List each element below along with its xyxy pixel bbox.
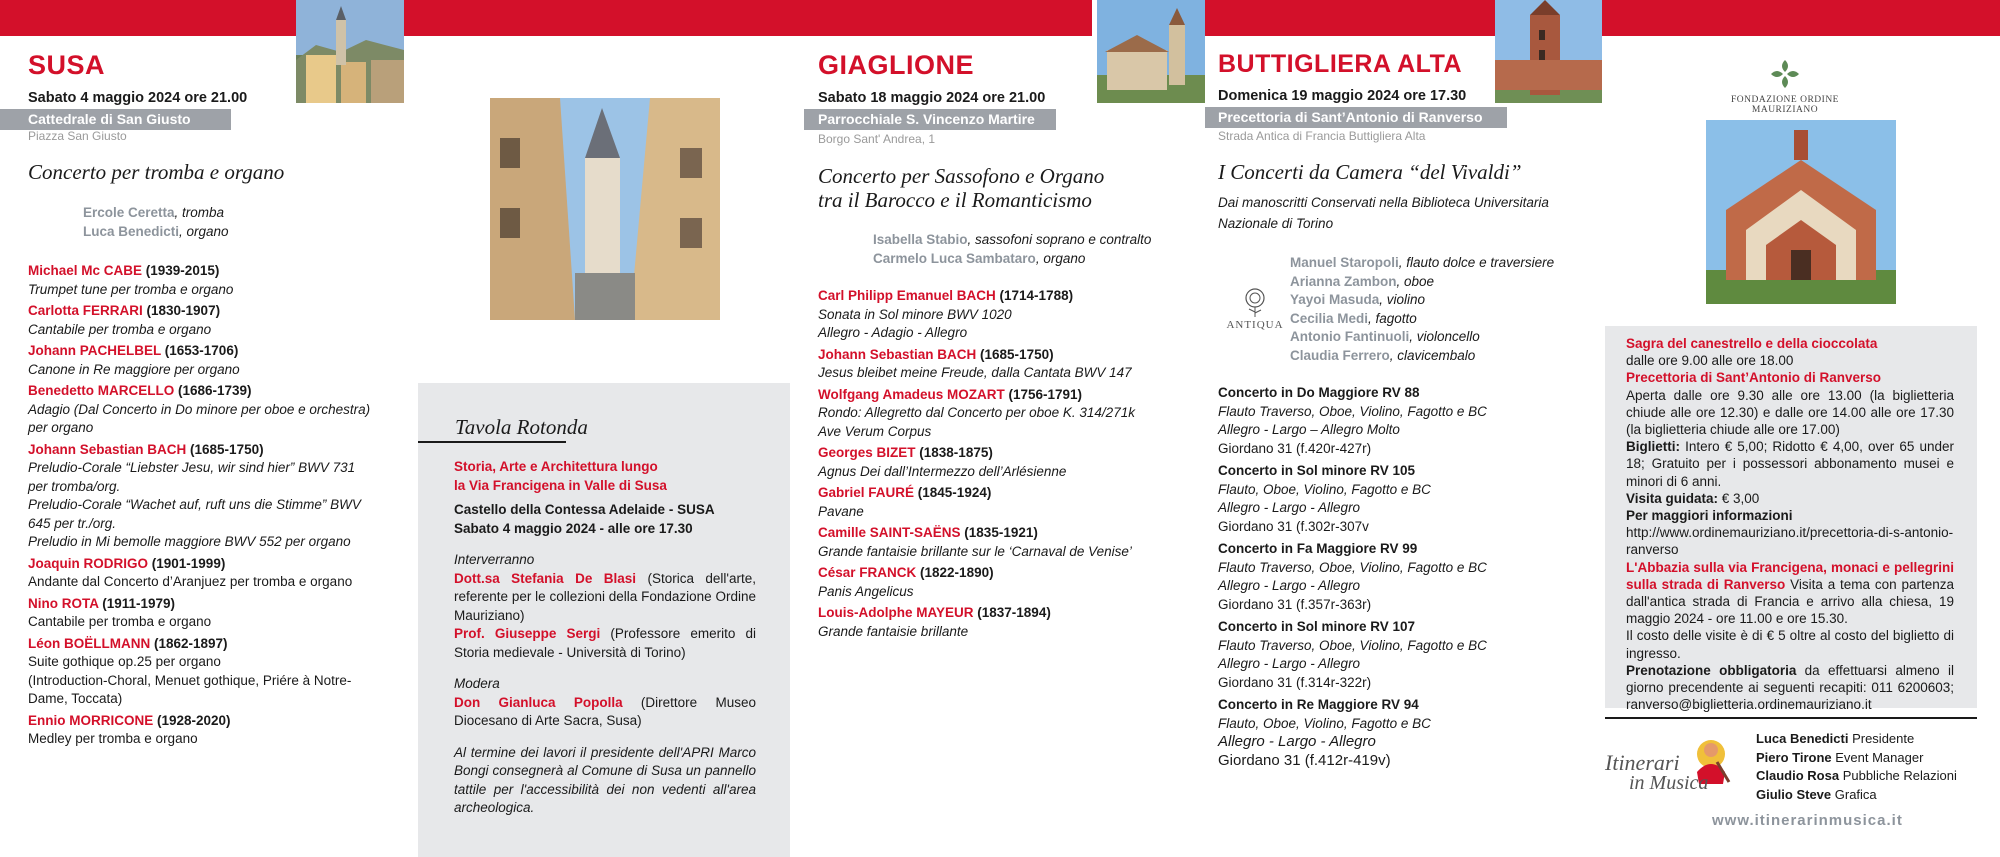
moderator-name: Don Gianluca Popolla: [454, 694, 623, 710]
concert-title: Concerto in Do Maggiore RV 88: [1218, 385, 1420, 400]
program-item: [28, 342, 398, 379]
performer-instrument: , fagotto: [1368, 310, 1417, 326]
buttigliera-date: Domenica 19 maggio 2024 ore 17.30: [1218, 88, 1467, 104]
program-work: Preludio-Corale “Wachet auf, ruft uns die Stimme” BWV: [28, 497, 361, 512]
performer-instrument: , sassofoni soprano e contralto: [967, 232, 1152, 247]
red-band-susa: [0, 0, 296, 36]
program-item: [818, 287, 1198, 343]
red-band-buttigliera: [1205, 0, 1495, 36]
tavola-moderator: [454, 694, 756, 731]
info-label: Per maggiori informazioni: [1626, 508, 1793, 524]
giaglione-program: [818, 287, 1198, 644]
program-item: [818, 524, 1198, 561]
program-item: [818, 604, 1198, 641]
composer-name: Benedetto MARCELLO: [28, 383, 175, 398]
program-work: Trumpet tune per tromba e organo: [28, 281, 234, 297]
prenotazione-label: Prenotazione obbligatoria: [1626, 662, 1797, 678]
composer-years: (1837-1894): [973, 605, 1051, 620]
credit-name: Luca Benedicti: [1756, 731, 1849, 746]
program-item: [28, 302, 398, 339]
speaker-name: Dott.sa Stefania De Blasi: [454, 570, 637, 586]
credit-name: Piero Tirone: [1756, 749, 1832, 765]
susa-town-photo: [296, 0, 404, 103]
susa-program: [28, 262, 398, 752]
giaglione-city-title: GIAGLIONE: [818, 50, 975, 80]
buttigliera-concert-title: I Concerti da Camera “del Vivaldi”: [1218, 160, 1522, 184]
visita-line: [1626, 490, 1954, 507]
composer-years: (1901-1999): [148, 555, 226, 571]
program-composer-line: [818, 524, 1198, 543]
buttigliera-performers: [1290, 254, 1554, 365]
program-composer-line: [818, 346, 1198, 365]
itinerari-logo-line2: in Musica: [1629, 772, 1709, 794]
tavola-divider: [418, 441, 566, 443]
program-work: Cantabile per tromba e organo: [28, 321, 212, 337]
program-composer-line: [818, 484, 1198, 503]
title-line: tra il Barocco e il Romanticismo: [818, 188, 1092, 212]
fondazione-name: FONDAZIONE ORDINE MAURIZIANO: [1731, 95, 1839, 115]
tavola-topic: Storia, Arte e Architettura lungo: [454, 459, 658, 474]
performer-instrument: , oboe: [1396, 273, 1435, 289]
concert-block: [1218, 462, 1598, 536]
performer-name: Claudia Ferrero: [1290, 347, 1390, 363]
performer-instrument: , violino: [1379, 292, 1426, 307]
program-item: [28, 382, 398, 438]
tavola-when: Sabato 4 maggio 2024 - alle ore 17.30: [454, 520, 693, 536]
concert-block: [1218, 696, 1598, 770]
performer-name: Manuel Staropoli: [1290, 255, 1399, 270]
program-item: [28, 635, 398, 709]
performer-name: Ercole Ceretta: [83, 205, 175, 220]
program-work: Canone in Re maggiore per organo: [28, 361, 240, 377]
concert-instruments: Flauto Traverso, Oboe, Violino, Fagotto e BC: [1218, 559, 1487, 575]
ranverso-abbey-photo: [1706, 120, 1896, 304]
susa-date: Sabato 4 maggio 2024 ore 21.00: [28, 90, 248, 106]
susa-address: Piazza San Giusto: [28, 129, 127, 143]
costo-text: Il costo delle visite è di € 5 oltre al costo del biglietto di ingresso.: [1626, 628, 1954, 661]
buttigliera-address: Strada Antica di Francia Buttigliera Alta: [1218, 129, 1426, 143]
tavola-speaker: [454, 570, 756, 626]
concert-title: Concerto in Sol minore RV 107: [1218, 619, 1416, 634]
concert-source: Giordano 31 (f.420r-427r): [1218, 440, 1372, 456]
concert-source: Giordano 31 (f.357r-363r): [1218, 596, 1372, 612]
program-composer-line: [28, 555, 398, 574]
program-item: [28, 262, 398, 299]
program-work: Allegro - Adagio - Allegro: [818, 325, 968, 340]
program-composer-line: [28, 342, 398, 361]
performer-instrument: , tromba: [174, 205, 225, 220]
program-work: per organo: [28, 420, 94, 435]
precettoria-hours: Aperta dalle ore 9.30 alle ore 13.00 (la biglietteria chiude alle ore 12.30) e dalle ore 14.00 alle ore 17.30 (la biglietteria chiude alle ore 17.00): [1626, 387, 1954, 438]
tavola-body: [454, 458, 756, 818]
concert-title: Concerto in Fa Maggiore RV 99: [1218, 541, 1418, 556]
composer-name: Wolfgang Amadeus MOZART: [818, 386, 1005, 402]
credit-role: Grafica: [1831, 786, 1877, 802]
composer-name: Michael Mc CABE: [28, 263, 143, 278]
prenotazione-text: da effettuarsi almeno il giorno precendente ai seguenti recapiti: 011 6200603; ranverso@biglietteria.ordinemauriziano.it: [1626, 662, 1954, 713]
composer-years: (1756-1791): [1004, 386, 1083, 402]
prenotazione-line: [1626, 662, 1954, 714]
moderator-desc: (Direttore Museo Diocesano di Arte Sacra, Susa): [454, 694, 756, 728]
program-work: Andante dal Concerto d’Aranjuez per tromba e organo: [28, 574, 353, 589]
concert-tempo: Allegro - Largo – Allegro Molto: [1218, 422, 1400, 437]
composer-name: Ennio MORRICONE: [28, 712, 154, 728]
giaglione-venue-label: Parrocchiale S. Vincenzo Martire: [804, 109, 1056, 130]
biglietti-line: [1626, 438, 1954, 490]
program-work: Pavane: [818, 503, 864, 519]
buttigliera-venue-label: Precettoria di Sant’Antonio di Ranverso: [1205, 107, 1507, 128]
composer-years: (1862-1897): [150, 635, 228, 651]
performer-instrument: , violoncello: [1409, 329, 1480, 344]
rose-icon: [1240, 286, 1270, 318]
performer-line: [1290, 254, 1554, 273]
program-composer-line: [818, 386, 1198, 405]
program-work: Sonata in Sol minore BWV 1020: [818, 306, 1012, 322]
concert-title: Concerto in Re Maggiore RV 94: [1218, 697, 1419, 712]
performer-line: [1290, 328, 1554, 347]
performer-name: Arianna Zambon: [1290, 273, 1397, 289]
composer-name: Johann Sebastian BACH: [28, 441, 187, 457]
sagra-time: dalle ore 9.00 alle ore 18.00: [1626, 353, 1794, 369]
info-text: [1626, 335, 1954, 713]
concert-instruments: Flauto, Oboe, Violino, Fagotto e BC: [1218, 481, 1431, 497]
concert-instruments: Flauto Traverso, Oboe, Violino, Fagotto e BC: [1218, 403, 1487, 419]
abbazia-line: [1626, 559, 1954, 628]
program-work: Panis Angelicus: [818, 583, 914, 599]
performer-line: [83, 204, 229, 223]
red-band-right: [1602, 0, 2000, 36]
composer-years: (1653-1706): [161, 343, 239, 358]
concert-instruments: Flauto, Oboe, Violino, Fagotto e BC: [1218, 715, 1431, 731]
performer-line: [873, 250, 1151, 269]
antiqua-label: ANTIQUA: [1226, 319, 1284, 331]
credits-list: [1756, 730, 1957, 804]
program-work: Grande fantaisie brillante sur le ‘Carnaval de Venise’: [818, 543, 1132, 559]
tavola-speaker: [454, 625, 756, 662]
program-composer-line: [818, 287, 1198, 306]
title-line: Concerto per Sassofono e Organo: [818, 164, 1105, 188]
program-work: Medley per tromba e organo: [28, 731, 198, 746]
composer-years: (1830-1907): [142, 303, 221, 318]
concert-tempo: Allegro - Largo - Allegro: [1218, 656, 1361, 671]
credit-line: [1756, 786, 1957, 805]
credit-name: Giulio Steve: [1756, 786, 1832, 802]
composer-name: Léon BOËLLMANN: [28, 635, 151, 651]
composer-years: (1939-2015): [142, 263, 220, 278]
tavola-title: Tavola Rotonda: [455, 415, 588, 439]
program-composer-line: [818, 604, 1198, 623]
concert-source: Giordano 31 (f.314r-322r): [1218, 674, 1372, 690]
susa-venue-label: Cattedrale di San Giusto: [0, 109, 231, 130]
performer-line: [1290, 273, 1554, 292]
composer-name: Johann PACHELBEL: [28, 343, 162, 358]
concert-instruments: Flauto Traverso, Oboe, Violino, Fagotto e BC: [1218, 637, 1487, 653]
program-item: [818, 346, 1198, 383]
concert-tempo: Allegro - Largo - Allegro: [1218, 733, 1376, 750]
visita-label: Visita guidata:: [1626, 490, 1719, 506]
program-composer-line: [28, 712, 398, 731]
giaglione-date: Sabato 18 maggio 2024 ore 21.00: [818, 90, 1046, 106]
concert-title: Concerto in Sol minore RV 105: [1218, 463, 1416, 478]
concert-tempo: Allegro - Largo - Allegro: [1218, 578, 1361, 593]
composer-years: (1835-1921): [960, 525, 1038, 540]
concert-block: [1218, 540, 1598, 614]
composer-years: (1685-1750): [186, 441, 264, 457]
program-work: Adagio (Dal Concerto in Do minore per oboe e orchestra): [28, 401, 371, 417]
performer-instrument: , organo: [179, 223, 229, 239]
composer-years: (1685-1750): [976, 346, 1054, 362]
buttigliera-city-title: BUTTIGLIERA ALTA: [1218, 50, 1463, 78]
composer-name: Carl Philipp Emanuel BACH: [818, 288, 996, 303]
program-item: [28, 712, 398, 749]
program-composer-line: [28, 302, 398, 321]
program-work: Ave Verum Corpus: [818, 423, 932, 439]
program-composer-line: [28, 595, 398, 614]
composer-years: (1822-1890): [916, 565, 994, 580]
susa-concert-title: Concerto per tromba e organo: [28, 160, 285, 184]
composer-years: (1845-1924): [914, 485, 992, 500]
tavola-topic: la Via Francigena in Valle di Susa: [454, 477, 667, 493]
program-item: [28, 555, 398, 592]
buttigliera-concert-list: [1218, 384, 1598, 774]
composer-years: (1714-1788): [995, 288, 1074, 303]
program-work: Preludio-Corale “Liebster Jesu, wir sind hier” BWV 731: [28, 460, 356, 475]
performer-name: Luca Benedicti: [83, 223, 180, 239]
concert-block: [1218, 618, 1598, 692]
visita-text: € 3,00: [1718, 490, 1760, 506]
abbazia-text: Visita a tema con partenza dall'antica strada di Francia e arrivo alla chiesa, 19 maggio 2024 - ore 11.00 e ore 15.30.: [1626, 576, 1954, 627]
susa-street-photo: [490, 98, 720, 320]
composer-name: Gabriel FAURÉ: [818, 485, 915, 500]
mauritian-cross-icon: [1769, 58, 1801, 90]
program-work: per tromba/org.: [28, 478, 121, 494]
abbazia-title: L'Abbazia sulla via Francigena, monaci e pellegrini sulla strada di Ranverso: [1626, 559, 1954, 592]
concert-source: Giordano 31 (f.412r-419v): [1218, 751, 1391, 769]
susa-city-title: SUSA: [28, 50, 106, 80]
program-composer-line: [28, 635, 398, 654]
program-composer-line: [818, 564, 1198, 583]
antiqua-logo: [1226, 286, 1284, 336]
performer-name: Cecilia Medi: [1290, 310, 1369, 326]
concert-tempo: Allegro - Largo - Allegro: [1218, 500, 1361, 515]
composer-years: (1911-1979): [98, 595, 176, 611]
tavola-place: Castello della Contessa Adelaide - SUSA: [454, 502, 715, 517]
program-work: 645 per tr./org.: [28, 515, 117, 531]
credit-role: Event Manager: [1831, 749, 1924, 765]
program-work: Cantabile per tromba e organo: [28, 614, 212, 629]
performer-line: [83, 223, 229, 242]
credit-line: [1756, 749, 1957, 768]
program-item: [818, 564, 1198, 601]
program-composer-line: [818, 444, 1198, 463]
ranverso-tower-photo: [1495, 0, 1602, 103]
composer-name: Camille SAINT-SAËNS: [818, 525, 961, 540]
performer-line: [1290, 347, 1554, 366]
credit-name: Claudio Rosa: [1756, 768, 1840, 783]
website-link[interactable]: www.itinerarinmusica.it: [1712, 812, 1903, 829]
intro-line: Dai manoscritti Conservati nella Biblioteca Universitaria: [1218, 195, 1549, 210]
performer-instrument: , organo: [1035, 250, 1086, 266]
biglietti-label: Biglietti:: [1626, 439, 1680, 455]
composer-name: Georges BIZET: [818, 445, 916, 460]
program-work: Preludio in Mi bemolle maggiore BWV 552 per organo: [28, 534, 351, 549]
credit-line: [1756, 767, 1957, 786]
composer-years: (1838-1875): [915, 445, 993, 460]
concert-source: Giordano 31 (f.302r-307v: [1218, 518, 1369, 534]
info-url-link[interactable]: http://www.ordinemauriziano.it/precettoria-di-s-antonio-ranverso: [1626, 525, 1954, 558]
composer-name: Johann Sebastian BACH: [818, 346, 977, 362]
tavola-modera-label: Modera: [454, 676, 500, 691]
program-work: (Introduction-Choral, Menuet gothique, Priére à Notre-: [28, 672, 352, 688]
speaker-desc: (Professore emerito di Storia medievale - Università di Torino): [454, 626, 756, 660]
performer-line: [1290, 291, 1554, 310]
program-work: Dame, Toccata): [28, 691, 123, 706]
performer-instrument: , clavicembalo: [1389, 347, 1476, 363]
giaglione-address: Borgo Sant' Andrea, 1: [818, 132, 936, 146]
performer-line: [1290, 310, 1554, 329]
program-item: [818, 484, 1198, 521]
program-item: [818, 386, 1198, 442]
credit-role: Presidente: [1848, 731, 1915, 746]
performer-name: Carmelo Luca Sambataro: [873, 250, 1036, 266]
intro-line: Nazionale di Torino: [1218, 216, 1334, 231]
speaker-desc: (Storica dell'arte, referente per le collezioni della Fondazione Ordine Mauriziano): [454, 570, 756, 623]
performer-name: Yayoi Masuda: [1290, 292, 1380, 307]
buttigliera-intro: [1218, 192, 1549, 234]
sagra-title: Sagra del canestrello e della cioccolata: [1626, 336, 1878, 351]
precettoria-title: Precettoria di Sant’Antonio di Ranverso: [1626, 370, 1882, 386]
giaglione-performers: [873, 231, 1151, 268]
performer-name: Antonio Fantinuoli: [1290, 329, 1410, 344]
program-work: Grande fantaisie brillante: [818, 623, 969, 639]
susa-performers: [83, 204, 229, 241]
credits-divider: [1605, 717, 1977, 719]
program-work: Agnus Dei dall’Intermezzo dell’Arlésienne: [818, 463, 1067, 479]
red-band-middle: [404, 0, 1092, 36]
composer-years: (1686-1739): [174, 383, 252, 398]
composer-years: (1928-2020): [153, 712, 231, 728]
itinerari-logo: [1605, 730, 1745, 802]
biglietti-text: Intero € 5,00; Ridotto € 4,00, over 65 under 18; Gratuito per i possessori abbonamento musei e minori di 6 anni.: [1626, 439, 1954, 489]
program-work: Jesus bleibet meine Freude, dalla Cantata BWV 147: [818, 365, 1132, 380]
program-work: Rondo: Allegretto dal Concerto per oboe K. 314/271k: [818, 405, 1135, 420]
program-item: [818, 444, 1198, 481]
performer-line: [873, 231, 1151, 250]
itinerari-logo-line1: Itinerari: [1605, 750, 1680, 775]
composer-name: César FRANCK: [818, 565, 917, 580]
composer-name: Louis-Adolphe MAYEUR: [818, 605, 974, 620]
performer-instrument: , flauto dolce e traversiere: [1398, 255, 1555, 270]
program-item: [28, 595, 398, 632]
composer-name: Carlotta FERRARI: [28, 303, 143, 318]
giaglione-concert-title: [818, 164, 1104, 212]
composer-name: Joaquin RODRIGO: [28, 555, 149, 571]
program-composer-line: [28, 382, 398, 401]
credit-line: [1756, 730, 1957, 749]
tavola-closing: Al termine dei lavori il presidente dell'APRI Marco Bongi consegnerà al Comune di Susa un pannello tattile per l'accessibilità dei non vedenti all'area archeologica.: [454, 744, 756, 815]
tavola-interverranno-label: Interverranno: [454, 552, 535, 567]
credit-role: Pubbliche Relazioni: [1839, 768, 1957, 783]
concert-block: [1218, 384, 1598, 458]
composer-name: Nino ROTA: [28, 595, 99, 611]
performer-name: Isabella Stabio: [873, 232, 968, 247]
speaker-name: Prof. Giuseppe Sergi: [454, 626, 601, 641]
fondazione-logo: [1700, 58, 1870, 115]
program-composer-line: [28, 262, 398, 281]
program-work: Suite gothique op.25 per organo: [28, 654, 221, 669]
program-item: [28, 441, 398, 552]
giaglione-church-photo: [1097, 0, 1205, 103]
program-composer-line: [28, 441, 398, 460]
